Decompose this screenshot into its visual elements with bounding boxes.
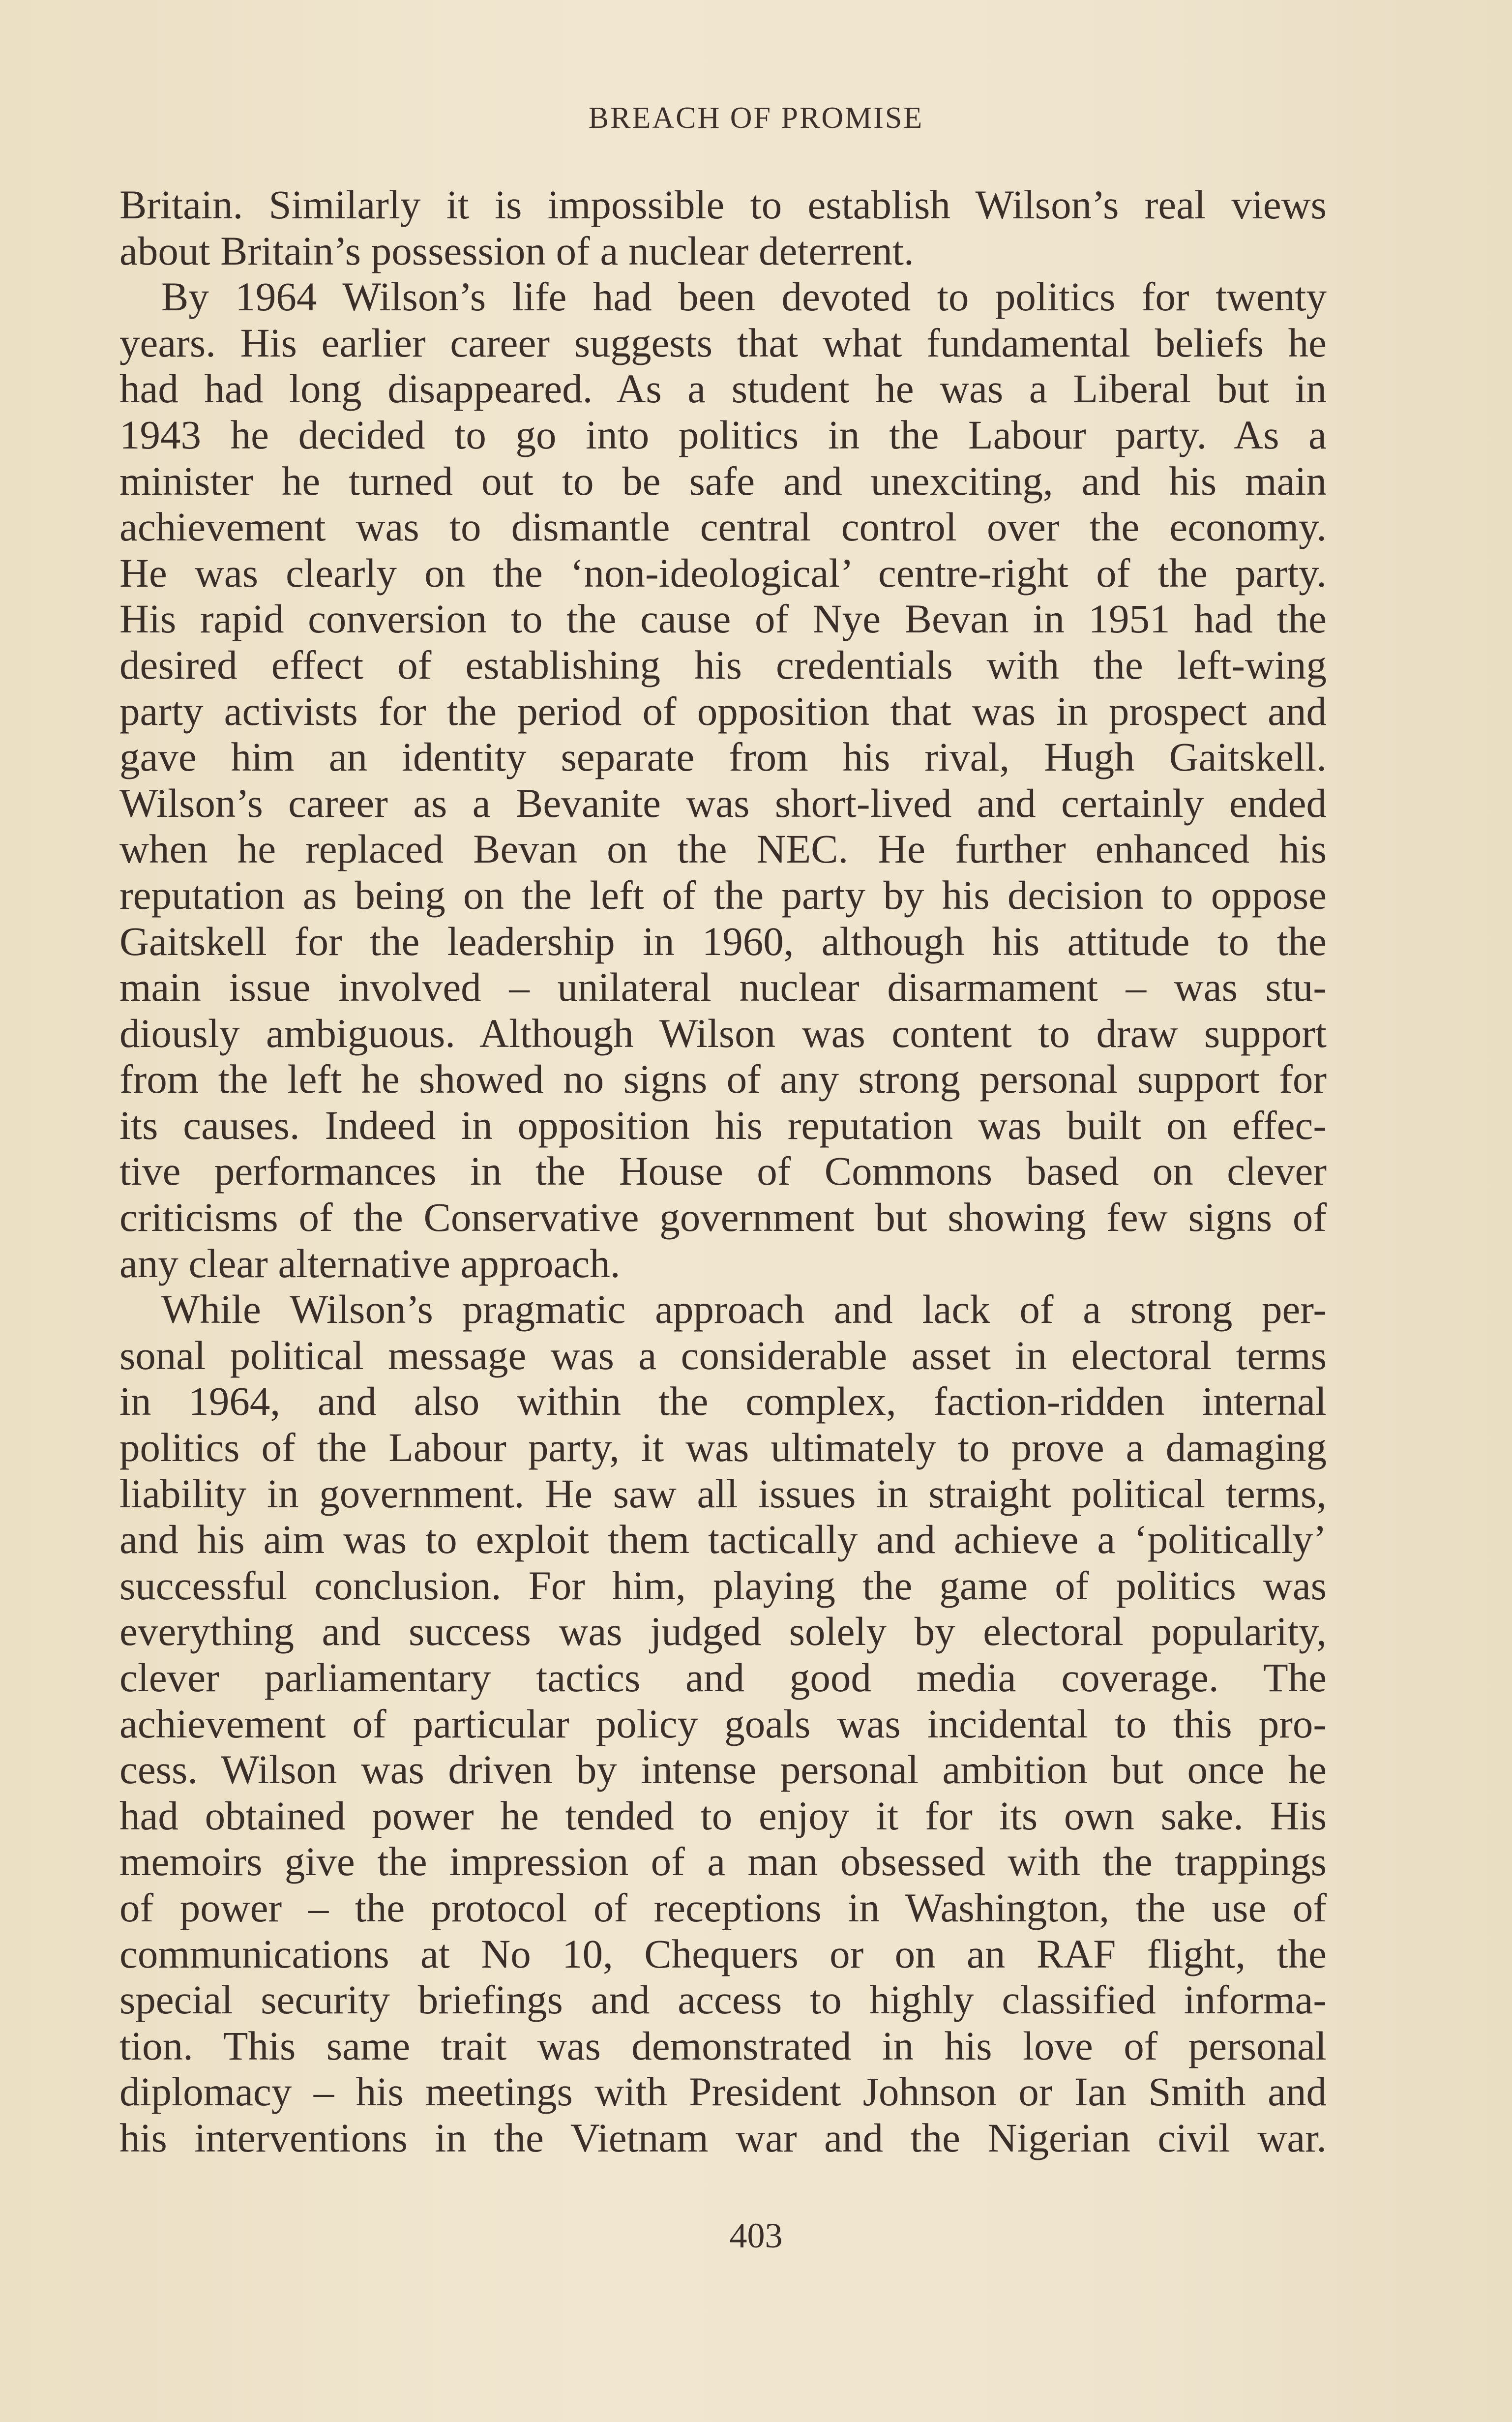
text-line: criticisms of the Conservative government but showing few signs of bbox=[119, 1195, 1327, 1240]
text-line: his interventions in the Vietnam war and the Nigerian civil war. bbox=[119, 2115, 1327, 2160]
text-line: and his aim was to exploit them tactically and achieve a ‘politically’ bbox=[119, 1517, 1327, 1562]
text-line: had had long disappeared. As a student he was a Liberal but in bbox=[119, 366, 1327, 412]
running-head-title: BREACH OF PROMISE bbox=[588, 101, 924, 135]
text-line: Wilson’s career as a Bevanite was short-lived and certainly ended bbox=[119, 780, 1327, 826]
text-line: desired effect of establishing his credentials with the left-wing bbox=[119, 642, 1327, 688]
text-line: tive performances in the House of Commons based on clever bbox=[119, 1148, 1327, 1194]
text-line: 1943 he decided to go into politics in the Labour party. As a bbox=[119, 412, 1327, 457]
text-line: its causes. Indeed in opposition his reputation was built on effec- bbox=[119, 1102, 1327, 1148]
text-line: main issue involved – unilateral nuclear disarmament – was stu- bbox=[119, 964, 1327, 1010]
text-line: achievement of particular policy goals was incidental to this pro- bbox=[119, 1701, 1327, 1746]
text-line: achievement was to dismantle central control over the economy. bbox=[119, 504, 1327, 550]
text-line: everything and success was judged solely by electoral popularity, bbox=[119, 1609, 1327, 1654]
text-line: minister he turned out to be safe and unexciting, and his main bbox=[119, 458, 1327, 504]
text-line: memoirs give the impression of a man obsessed with the trappings bbox=[119, 1839, 1327, 1884]
text-line: successful conclusion. For him, playing the game of politics was bbox=[119, 1562, 1327, 1608]
text-line: communications at No 10, Chequers or on an RAF flight, the bbox=[119, 1931, 1327, 1976]
text-line: diplomacy – his meetings with President Johnson or Ian Smith and bbox=[119, 2069, 1327, 2115]
text-line: liability in government. He saw all issues in straight political terms, bbox=[119, 1470, 1327, 1516]
text-line: reputation as being on the left of the party by his decision to oppose bbox=[119, 872, 1327, 918]
text-line: gave him an identity separate from his rival, Hugh Gaitskell. bbox=[119, 734, 1327, 780]
text-line: of power – the protocol of receptions in Washington, the use of bbox=[119, 1884, 1327, 1930]
text-line: Britain. Similarly it is impossible to establish Wilson’s real views bbox=[119, 182, 1327, 227]
text-line: diously ambiguous. Although Wilson was content to draw support bbox=[119, 1010, 1327, 1056]
text-line: By 1964 Wilson’s life had been devoted to politics for twenty bbox=[161, 274, 1327, 320]
text-line: special security briefings and access to highly classified informa- bbox=[119, 1977, 1327, 2023]
text-line: in 1964, and also within the complex, faction-ridden internal bbox=[119, 1378, 1327, 1424]
body-text bbox=[119, 182, 1327, 2161]
text-line: While Wilson’s pragmatic approach and lack of a strong per- bbox=[161, 1286, 1327, 1332]
text-line: sonal political message was a considerable asset in electoral terms bbox=[119, 1332, 1327, 1378]
text-line: Gaitskell for the leadership in 1960, although his attitude to the bbox=[119, 918, 1327, 964]
text-line: had obtained power he tended to enjoy it for its own sake. His bbox=[119, 1793, 1327, 1838]
text-line: when he replaced Bevan on the NEC. He further enhanced his bbox=[119, 826, 1327, 872]
page-number: 403 bbox=[729, 2216, 783, 2255]
text-line: clever parliamentary tactics and good media coverage. The bbox=[119, 1655, 1327, 1700]
text-line: tion. This same trait was demonstrated in his love of personal bbox=[119, 2023, 1327, 2068]
text-line: any clear alternative approach. bbox=[119, 1240, 621, 1286]
text-line: politics of the Labour party, it was ultimately to prove a damaging bbox=[119, 1425, 1327, 1470]
text-line: cess. Wilson was driven by intense personal ambition but once he bbox=[119, 1747, 1327, 1793]
text-line: party activists for the period of opposition that was in prospect and bbox=[119, 688, 1327, 734]
text-line: about Britain’s possession of a nuclear deterrent. bbox=[119, 228, 914, 273]
text-line: from the left he showed no signs of any strong personal support for bbox=[119, 1056, 1327, 1102]
text-line: His rapid conversion to the cause of Nye Bevan in 1951 had the bbox=[119, 596, 1327, 642]
text-line: years. His earlier career suggests that what fundamental beliefs he bbox=[119, 320, 1327, 365]
text-line: He was clearly on the ‘non-ideological’ centre-right of the party. bbox=[119, 550, 1327, 596]
